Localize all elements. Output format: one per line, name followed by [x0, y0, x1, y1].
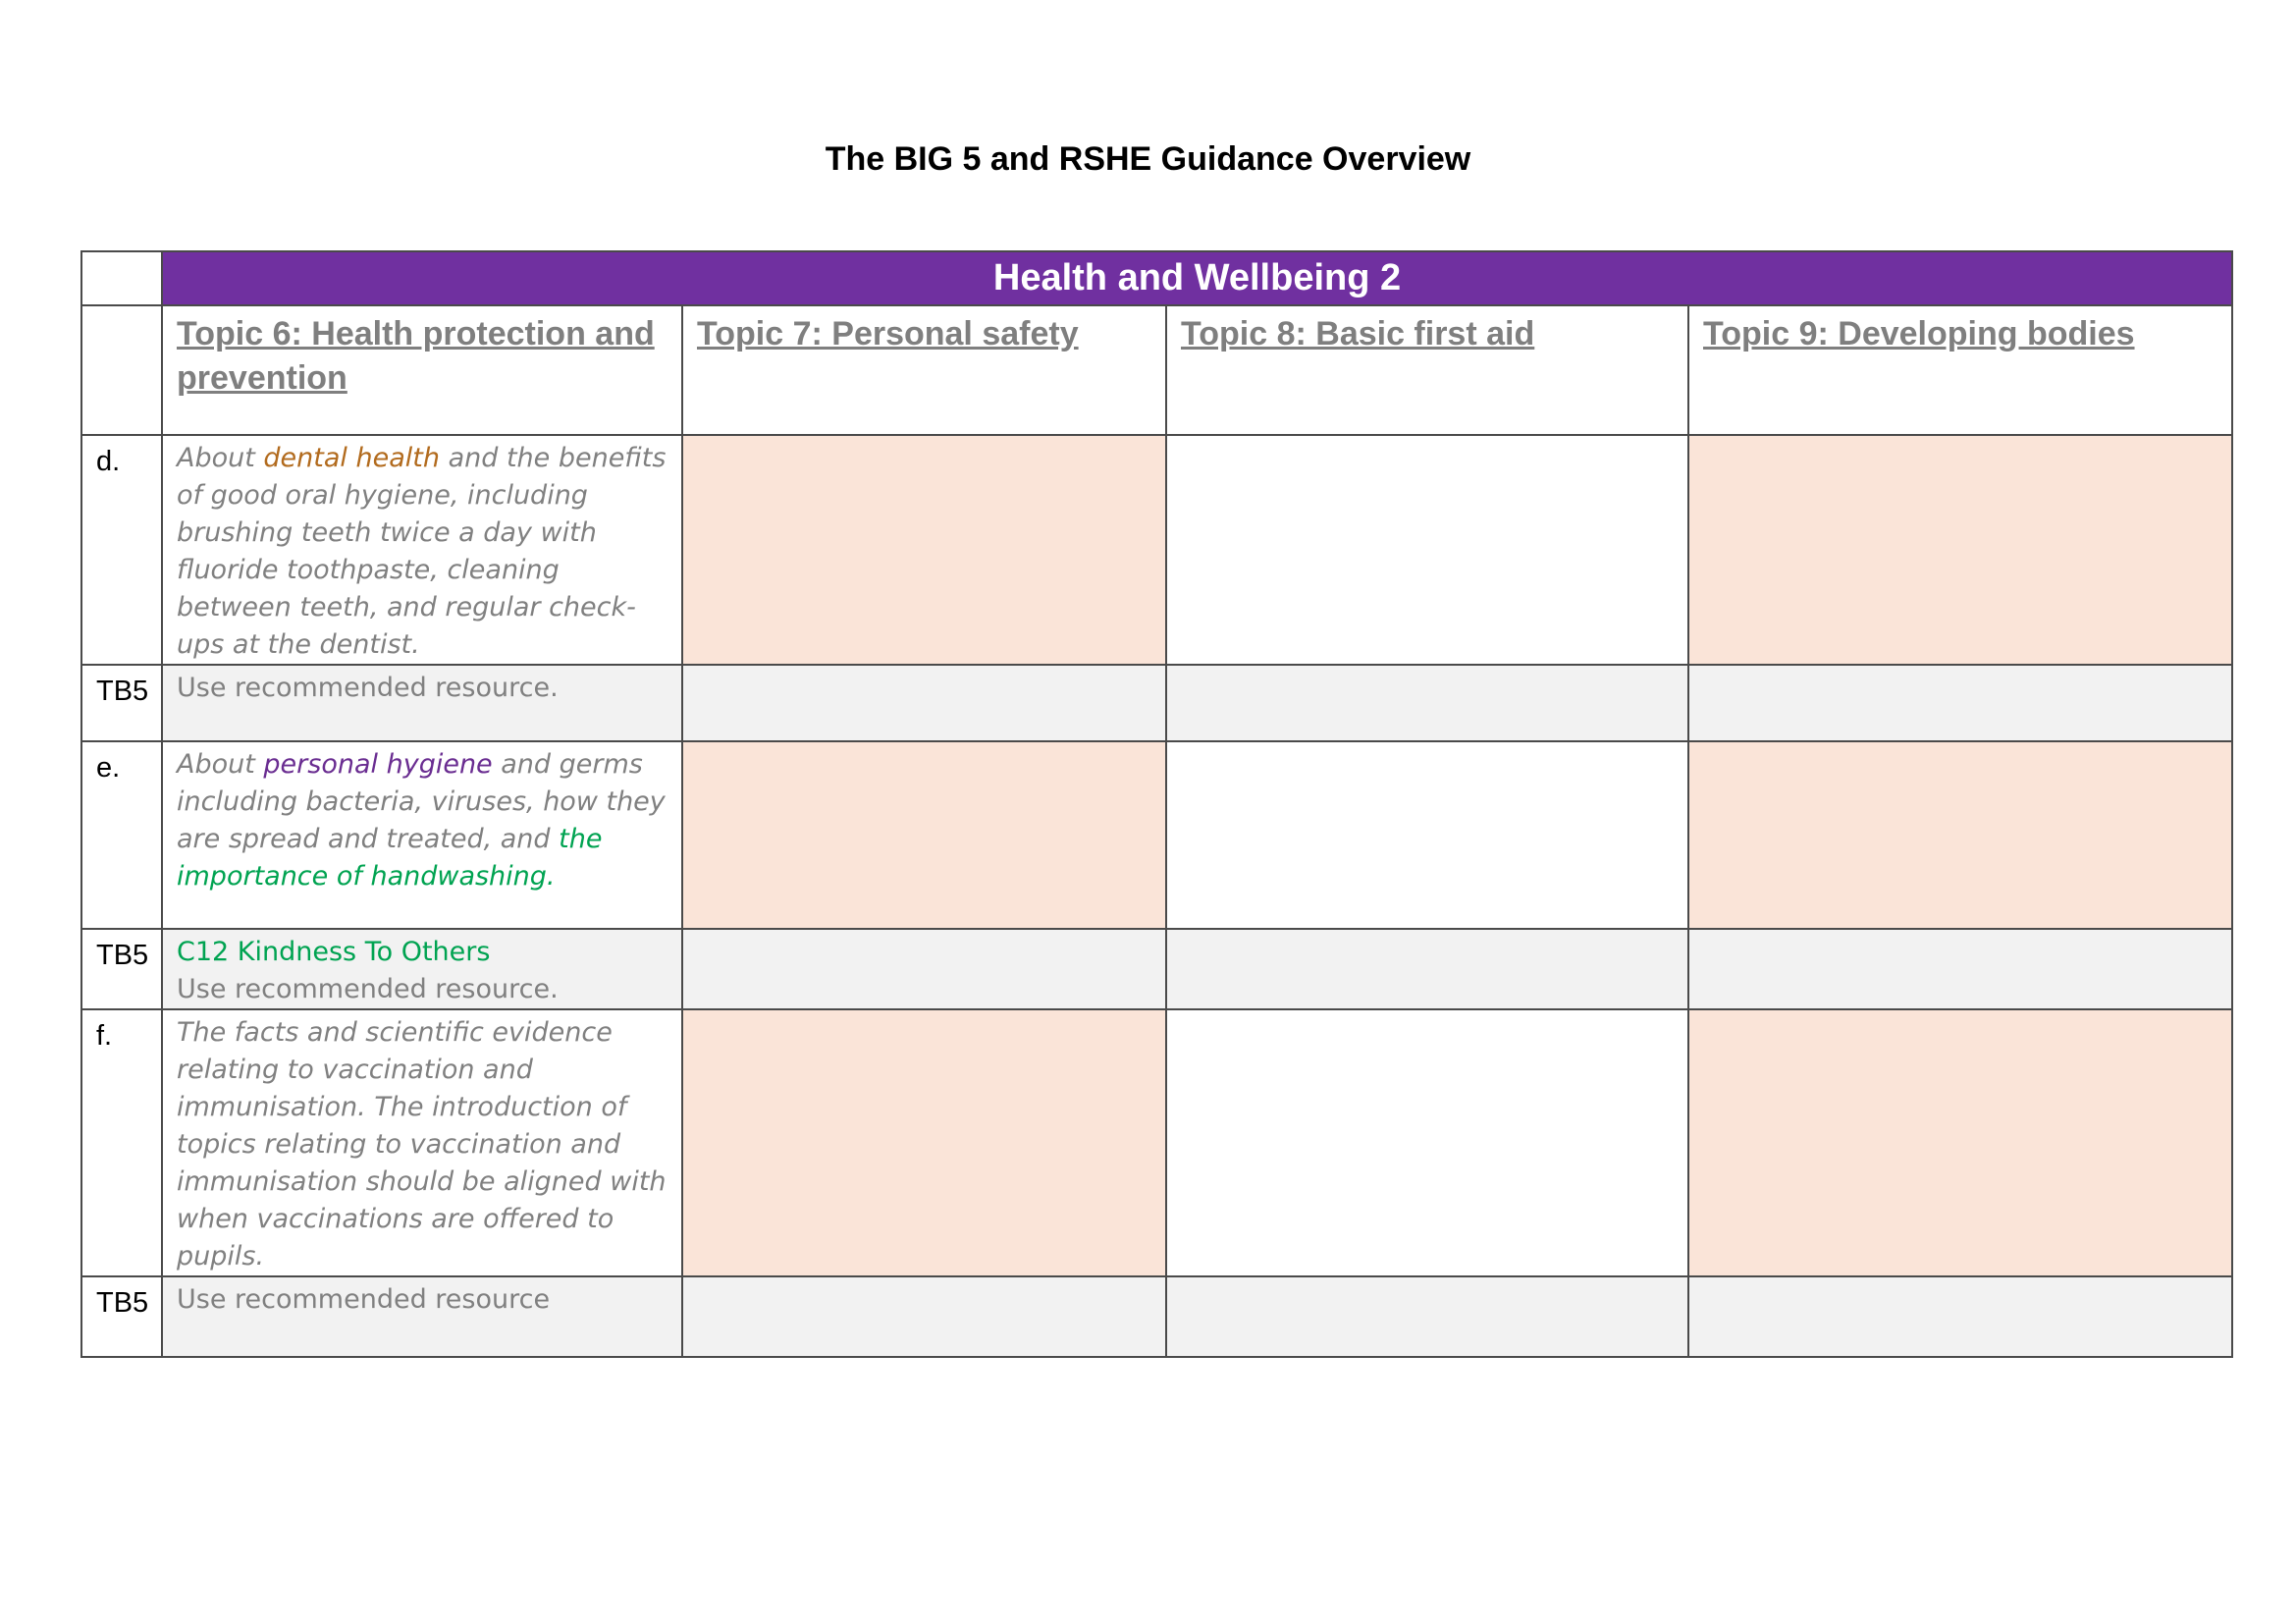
band-row: [81, 251, 2232, 305]
table-row: [81, 929, 2232, 1009]
topic-row: [81, 305, 2232, 435]
topic-9-cell: [1688, 1276, 2232, 1357]
topic-7-cell: [682, 1276, 1166, 1357]
topic-8-cell: [1166, 435, 1688, 665]
row-e-text-middle: and germs including bacteria, viruses, how they are spread and treated, and: [177, 749, 666, 854]
resource-link[interactable]: C12 Kindness To Others: [177, 937, 491, 967]
topic-7-cell: [682, 741, 1166, 929]
row-label: TB5: [81, 1276, 162, 1357]
topic-7-cell: [682, 435, 1166, 665]
guidance-table: [80, 250, 2233, 1358]
band-header: Health and Wellbeing 2: [162, 251, 2232, 305]
topic-7-cell: [682, 929, 1166, 1009]
row-e-text-before: About: [177, 749, 264, 780]
row-label: f.: [81, 1009, 162, 1276]
table-row: [81, 435, 2232, 665]
row-e-highlight-2: the importance of handwashing: [177, 824, 603, 892]
row-d-highlight: dental health: [263, 443, 440, 473]
topic-9-cell: [1688, 1009, 2232, 1276]
row-tb3-content: Use recommended resource: [162, 1276, 682, 1357]
topic-9-cell: [1688, 741, 2232, 929]
topic-8-cell: [1166, 741, 1688, 929]
row-f-content: The facts and scientific evidence relating to vaccination and immunisation. The introduction of topics relating to vaccination and immunisation should be aligned with when vaccinations are offered to pupils.: [162, 1009, 682, 1276]
topic-8-cell: [1166, 665, 1688, 741]
topic-9-link[interactable]: Topic 9: Developing bodies: [1703, 315, 2135, 352]
row-label: e.: [81, 741, 162, 929]
row-label: TB5: [81, 929, 162, 1009]
row-e-content: [162, 741, 682, 929]
corner-cell: [81, 251, 162, 305]
topic-8-link[interactable]: Topic 8: Basic first aid: [1181, 315, 1535, 352]
row-tb2-content: [162, 929, 682, 1009]
row-label: d.: [81, 435, 162, 665]
row-e-text-after: .: [546, 861, 556, 892]
topic-7-link[interactable]: Topic 7: Personal safety: [697, 315, 1079, 352]
topic-9-cell: [1688, 665, 2232, 741]
row-d-text-before: About: [177, 443, 264, 473]
row-label: TB5: [81, 665, 162, 741]
topic-6-header: [162, 305, 682, 435]
topic-8-cell: [1166, 1276, 1688, 1357]
topic-9-cell: [1688, 435, 2232, 665]
table-row: [81, 741, 2232, 929]
row-d-content: [162, 435, 682, 665]
topic-9-header: [1688, 305, 2232, 435]
topic-8-cell: [1166, 929, 1688, 1009]
topic-7-header: [682, 305, 1166, 435]
table-row: [81, 1276, 2232, 1357]
topic-9-cell: [1688, 929, 2232, 1009]
table-row: [81, 1009, 2232, 1276]
topic-7-cell: [682, 1009, 1166, 1276]
row-e-highlight: personal hygiene: [263, 749, 493, 780]
row-tb1-content: Use recommended resource.: [162, 665, 682, 741]
topic-8-cell: [1166, 1009, 1688, 1276]
row-d-text-after: and the benefits of good oral hygiene, including brushing teeth twice a day with fluoride toothpaste, cleaning between teeth, and regular check-ups at the dentist.: [177, 443, 667, 660]
topic-label-cell: [81, 305, 162, 435]
page-title: The BIG 5 and RSHE Guidance Overview: [825, 140, 1471, 178]
row-tb2-text: Use recommended resource.: [177, 974, 559, 1004]
topic-6-link[interactable]: Topic 6: Health protection and prevention: [177, 315, 655, 397]
topic-7-cell: [682, 665, 1166, 741]
topic-8-header: [1166, 305, 1688, 435]
table-row: [81, 665, 2232, 741]
